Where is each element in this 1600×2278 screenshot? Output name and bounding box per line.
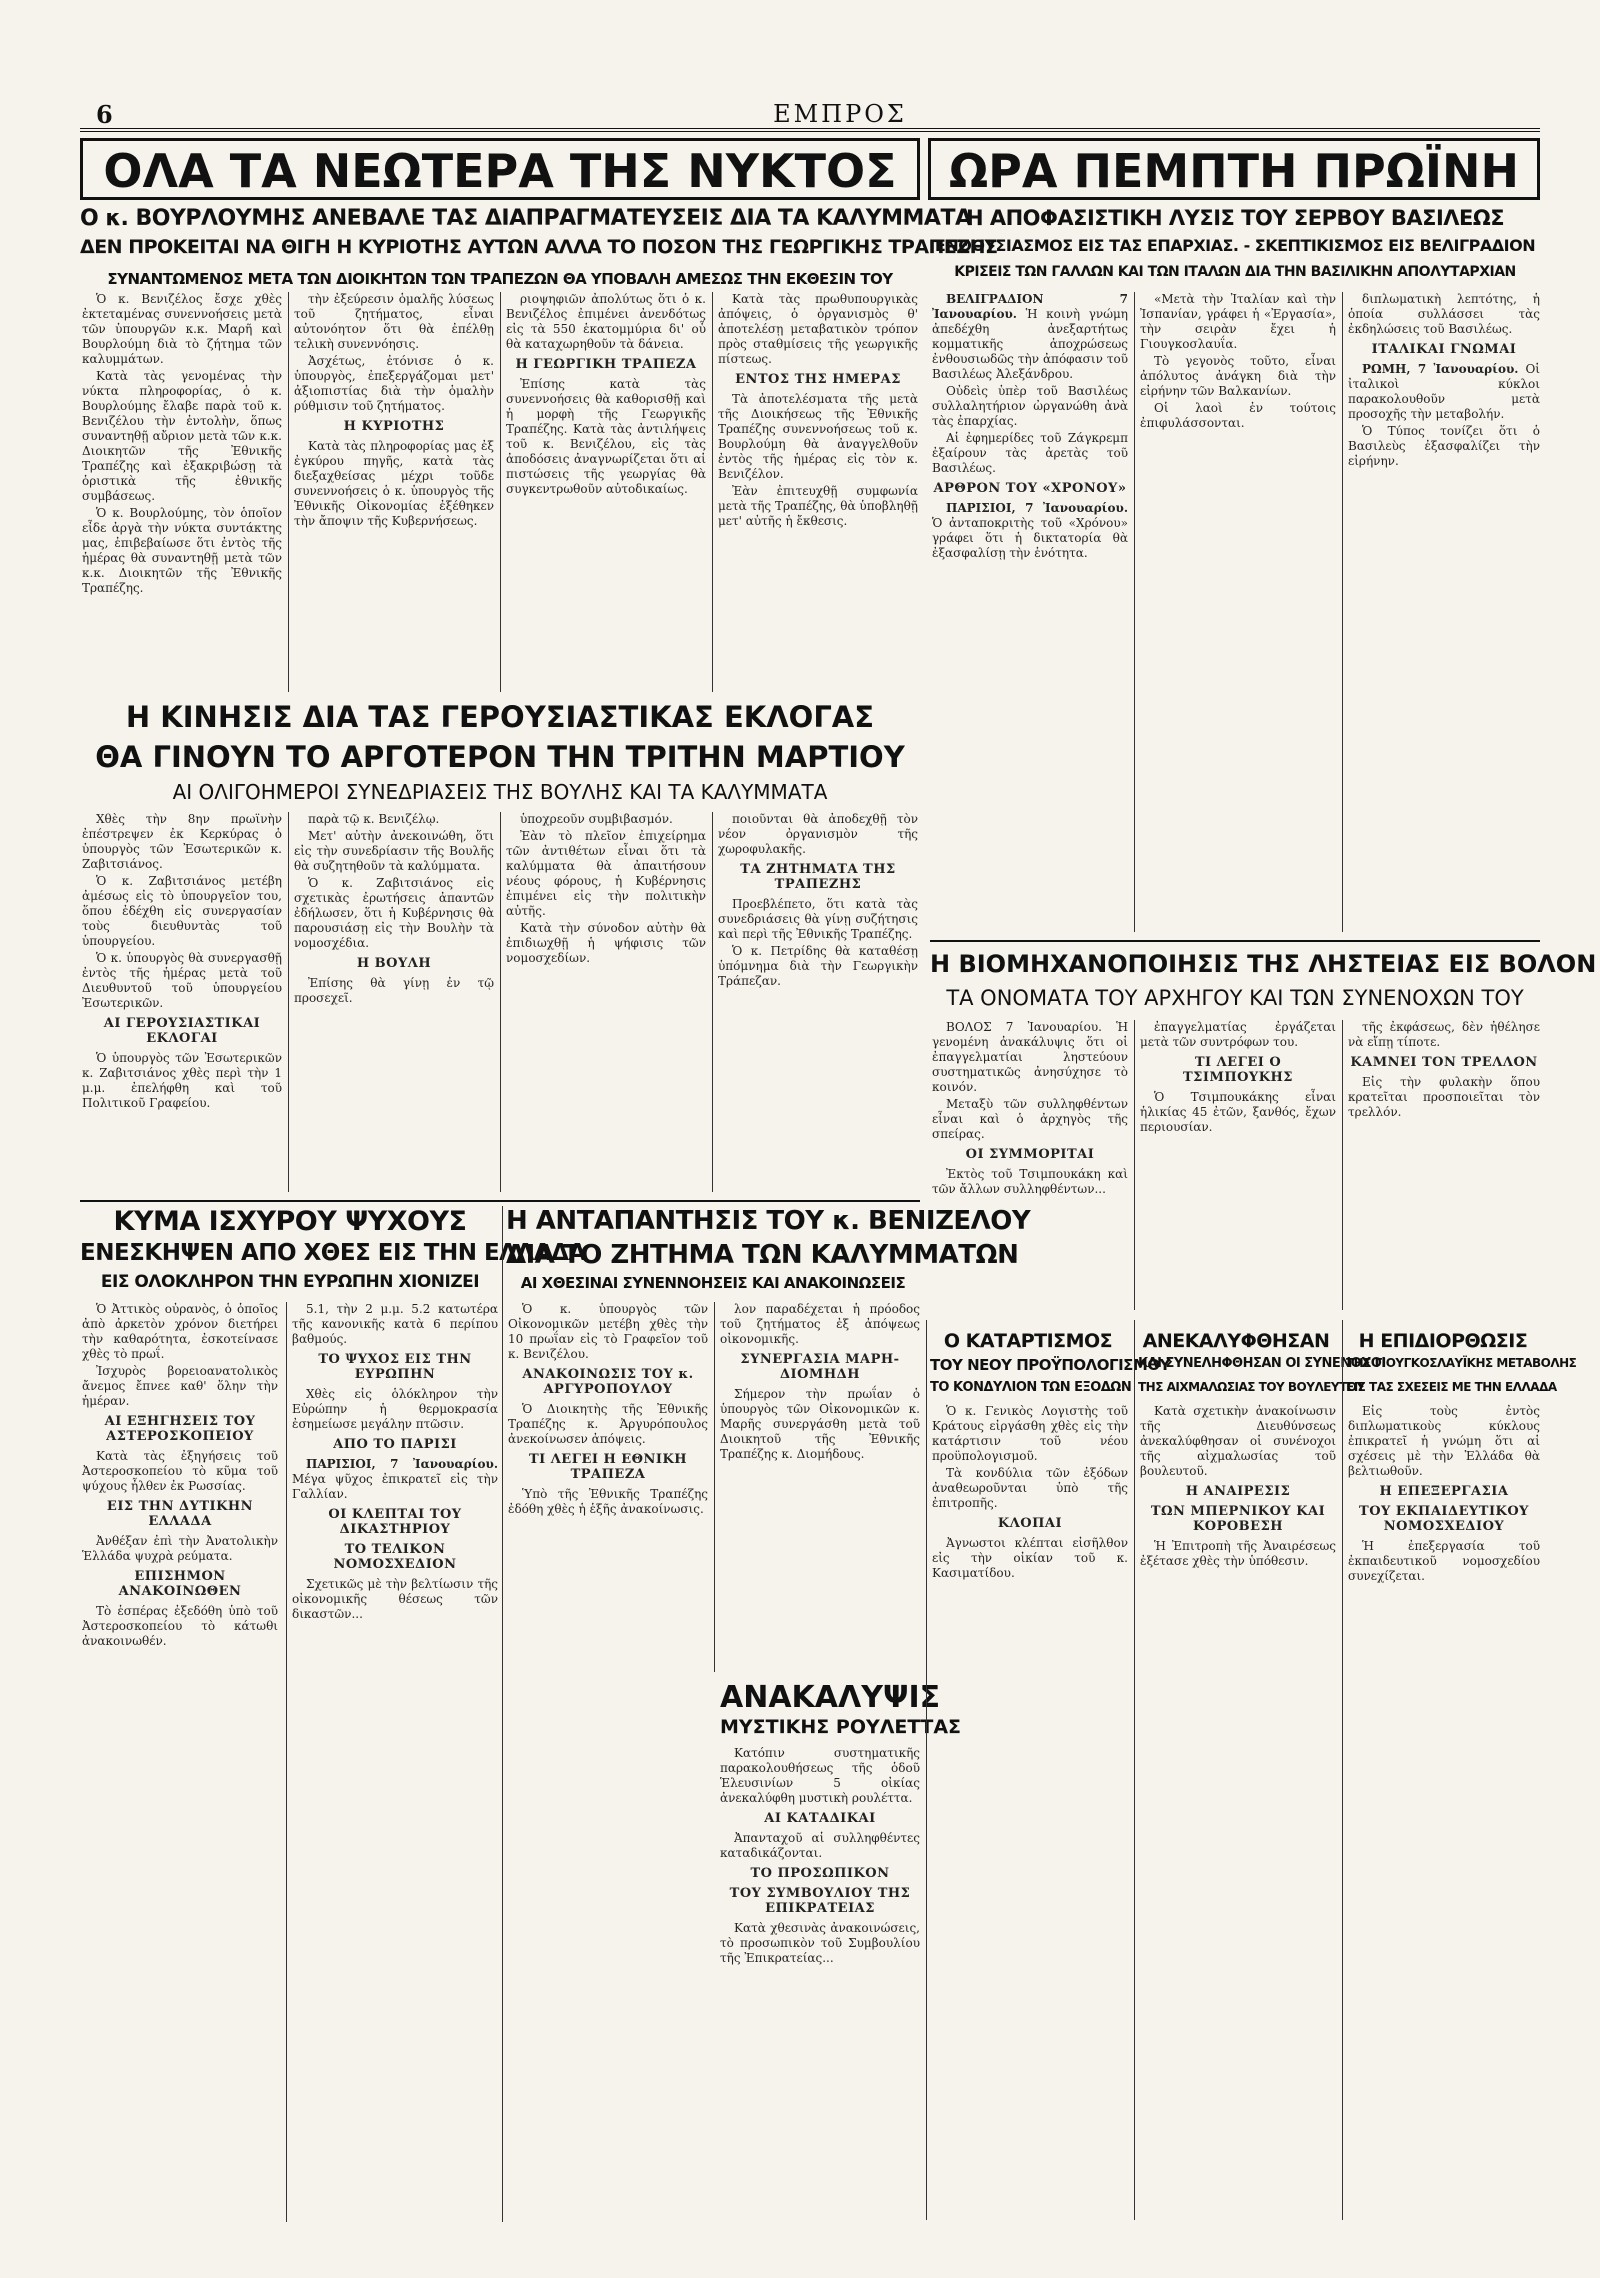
column-divider — [1134, 292, 1135, 932]
banner-fifth-hour: ΩΡΑ ΠΕΜΠΤΗ ΠΡΩΪΝΗ — [928, 138, 1540, 200]
article-column-5: Χθὲς τὴν 8ην πρωϊνὴν ἐπέστρεψεν ἐκ Κερκύρας ὁ ὑπουργὸς τῶν Ἐσωτερικῶν κ. Ζαβιτσιάνος. Ὁ κ. Ζαβιτσιάνος μετέβη ἀμέσως εἰς τὸ ὑπουργεῖον του, ὅπου ἐδέχθη εἰς συνεργασίαν τοὺς διευθυντὰς τοῦ ὑπουργείου. Ὁ κ. ὑπουργὸς θὰ συνεργασθῇ ἐντὸς τῆς ἡμέρας μετὰ τοῦ Διευθυντοῦ τοῦ ὑπουργείου Ἐσωτερικῶν. ΑΙ ΓΕΡΟΥΣΙΑΣΤΙΚΑΙ ΕΚΛΟΓΑΙ Ὁ ὑπουργὸς τῶν Ἐσωτερικῶν κ. Ζαβιτσιάνος χθὲς περὶ τὴν 1 μ.μ. ἐπελήφθη καὶ τοῦ Πολιτικοῦ Γραφείου. — [82, 812, 282, 1110]
headline-found: ΑΝΕΚΑΛΥΦΘΗΣΑΝ — [1142, 1330, 1330, 1352]
article-column-20: Ὁ κ. Γενικὸς Λογιστὴς τοῦ Κράτους εἰργάσθη χθὲς εἰς τὴν κατάρτισιν τοῦ νέου προϋπολογισμοῦ. Τὰ κονδύλια τῶν ἐξόδων ἀναθεωροῦνται ὑπὸ τῆς ἐπιτροπῆς. ΚΛΟΠΑΙ Ἀγνωστοι κλέπται εἰσῆλθον εἰς τὴν οἰκίαν τοῦ κ. Κασιματίδου. — [932, 1404, 1128, 1580]
section-georgiki-trapeza: Η ΓΕΩΡΓΙΚΗ ΤΡΑΠΕΖΑ — [515, 357, 697, 372]
headline-budget: Ο ΚΑΤΑΡΤΙΣΜΟΣ — [943, 1330, 1113, 1352]
section-episimon: ΕΠΙΣΗΜΟΝ ΑΝΑΚΟΙΝΩΘΕΝ — [118, 1569, 242, 1599]
article-column-22: Εἰς τοὺς ἐντὸς διπλωματικοὺς κύκλους ἐπικρατεῖ ἡ γνώμη ὅτι αἱ σχέσεις μὲ τὴν Ἑλλάδα θὰ βελτιωθοῦν. Η ΕΠΕΞΕΡΓΑΣΙΑ ΤΟΥ ΕΚΠΑΙΔΕΥΤΙΚΟΥ ΝΟΜΟΣΧΕΔΙΟΥ Ἡ ἐπεξεργασία τοῦ ἐκπαιδευτικοῦ νομοσχεδίου συνεχίζεται. — [1348, 1404, 1540, 1583]
section-rule — [80, 1200, 920, 1202]
section-anairesis: Η ΑΝΑΙΡΕΣΙΣ — [1185, 1484, 1291, 1499]
column-divider — [288, 292, 289, 692]
article-column-17: Ὁ κ. ὑπουργὸς τῶν Οἰκονομικῶν μετέβη χθὲς τὴν 10 πρωΐαν εἰς τὸ Γραφεῖον τοῦ κ. Βενιζέλου. ΑΝΑΚΟΙΝΩΣΙΣ ΤΟΥ κ. ΑΡΓΥΡΟΠΟΥΛΟΥ Ὁ Διοικητὴς τῆς Ἐθνικῆς Τραπέζης κ. Ἀργυρόπουλος ἀνεκοίνωσεν ἀπόψεις. ΤΙ ΛΕΓΕΙ Η ΕΘΝΙΚΗ ΤΡΑΠΕΖΑ Ὑπὸ τῆς Ἐθνικῆς Τραπέζης ἐδόθη χθὲς ἡ ἑξῆς ἀνακοίνωσις. — [508, 1302, 708, 1516]
headline-senate-elections: Η ΚΙΝΗΣΙΣ ΔΙΑ ΤΑΣ ΓΕΡΟΥΣΙΑΣΤΙΚΑΣ ΕΚΛΟΓΑΣ — [125, 700, 875, 734]
section-entos-tis-imeras: ΕΝΤΟΣ ΤΗΣ ΗΜΕΡΑΣ — [735, 372, 901, 387]
column-divider — [712, 812, 713, 1192]
article-column-8: ποιοῦνται θὰ ἀποδεχθῇ τὸν νέον ὀργανισμὸν τῆς χωροφυλακῆς. ΤΑ ΖΗΤΗΜΑΤΑ ΤΗΣ ΤΡΑΠΕΖΗΣ Προεβλέπετο, ὅτι κατὰ τὰς συνεδριάσεις θὰ γίνῃ συζήτησις καὶ περὶ τῆς Ἐθνικῆς Τραπέζης. Ὁ κ. Πετρίδης θὰ καταθέσῃ ὑπόμνημα διὰ τὴν Γεωργικὴν Τράπεζαν. — [718, 812, 918, 988]
dateline-rome: ΡΩΜΗ, 7 Ἰανουαρίου. — [1362, 362, 1519, 376]
section-chronos: ΑΡΘΡΟΝ ΤΟΥ «ΧΡΟΝΟΥ» — [933, 481, 1127, 496]
subhead-europe-snow: ΕΙΣ ΟΛΟΚΛΗΡΟΝ ΤΗΝ ΕΥΡΩΠΗΝ ΧΙΟΝΙΖΕΙ — [100, 1272, 480, 1292]
article-column-2: τὴν ἐξεύρεσιν ὁμαλῆς λύσεως τοῦ ζητήματος, εἶναι αὐτονόητον ὅτι θὰ ἐπέλθῃ τελικὴ συνεννόησις. Ἀσχέτως, ἐτόνισε ὁ κ. ὑπουργὸς, ἐπεξεργάζομαι μετ' ἀξιοπιστίας διὰ τὴν ὁμαλὴν ρύθμισιν τοῦ ζητήματος. Η ΚΥΡΙΟΤΗΣ Κατὰ τὰς πληροφορίας μας ἐξ ἐγκύρου πηγῆς, κατὰ τὰς διεξαχθείσας μέχρι τοῦδε συνεννοήσεις ὁ κ. ὑπουργὸς τῆς Ἐθνικῆς Οἰκονομίας ἐξέθηκεν τὴν ἄποψιν τῆς Κυβερνήσεως. — [294, 292, 494, 528]
subhead-synantisi: ΣΥΝΑΝΤΩΜΕΝΟΣ ΜΕΤΑ ΤΩΝ ΔΙΟΙΚΗΤΩΝ ΤΩΝ ΤΡΑΠΕΖΩΝ ΘΑ ΥΠΟΒΑΛΗ ΑΜΕΣΩΣ ΤΗΝ ΕΚΘΕΣΙΝ ΤΟΥ — [107, 270, 893, 288]
article-column-13: ἐπαγγελματίας ἐργάζεται μετὰ τῶν συντρόφων του. ΤΙ ΛΕΓΕΙ Ο ΤΣΙΜΠΟΥΚΗΣ Ὁ Τσιμπουκάκης εἶναι ἡλικίας 45 ἐτῶν, ξανθός, ἔχων περιουσίαν. — [1140, 1020, 1336, 1134]
section-synergasia: ΣΥΝΕΡΓΑΣΙΑ ΜΑΡΗ-ΔΙΟΜΗΔΗ — [740, 1352, 900, 1382]
header-rule — [80, 128, 1540, 132]
section-kyriotis: Η ΚΥΡΙΟΤΗΣ — [343, 419, 445, 434]
headline-venizelos-response: Η ΑΝΤΑΠΑΝΤΗΣΙΣ ΤΟΥ κ. ΒΕΝΙΖΕΛΟΥ — [506, 1206, 1031, 1236]
article-column-3: ριοψηφιῶν ἀπολύτως ὅτι ὁ κ. Βενιζέλος ἐπιμένει ἀνενδότως εἰς τὰ 550 ἑκατομμύρια δι' οὗ θὰ καταχωρηθοῦν τὰ δάνεια. Η ΓΕΩΡΓΙΚΗ ΤΡΑΠΕΖΑ Ἐπίσης κατὰ τὰς συνεννοήσεις θὰ καθορισθῇ καὶ ἡ μορφὴ τῆς Γεωργικῆς Τραπέζης. Κατὰ τὰς ἀντιλήψεις τοῦ κ. Βενιζέλου, εἰς τὰς ἀποδόσεις ἀναγνωρίζεται ὅτι αἱ πιστώσεις τῆς γεωργίας θὰ συγκεντρωθοῦν αὐτοδικαίως. — [506, 292, 706, 496]
dateline-belgrade: ΒΕΛΙΓΡΑΔΙΟΝ 7 Ἰανουαρίου. — [932, 292, 1128, 321]
banner-latest-news: ΟΛΑ ΤΑ ΝΕΩΤΕΡΑ ΤΗΣ ΝΥΚΤΟΣ — [80, 138, 920, 200]
column-divider — [502, 1206, 503, 2222]
page-number: 6 — [96, 100, 113, 129]
article-column-15: Ὁ Ἀττικὸς οὐρανὸς, ὁ ὁποῖος ἀπὸ ἀρκετὸν χρόνον διετήρει τὴν καθαρότητα, ἐσκοτείνασε χθὲς τὸ πρωΐ. Ἰσχυρὸς βορειοανατολικὸς ἄνεμος ἔπνεε καθ' ὅλην τὴν ἡμέραν. ΑΙ ΕΞΗΓΗΣΕΙΣ ΤΟΥ ΑΣΤΕΡΟΣΚΟΠΕΙΟΥ Κατὰ τὰς ἐξηγήσεις τοῦ Ἀστεροσκοπείου τὸ κῦμα τοῦ ψύχους ἦλθεν ἐκ Ρωσσίας. ΕΙΣ ΤΗΝ ΔΥΤΙΚΗΝ ΕΛΛΑΔΑ Ἀνθέξαν ἐπὶ τὴν Ἀνατολικὴν Ἑλλάδα ψυχρὰ ρεύματα. ΕΠΙΣΗΜΟΝ ΑΝΑΚΟΙΝΩΘΕΝ Τὸ ἑσπέρας ἐξεδόθη ὑπὸ τοῦ Ἀστεροσκοπείου τὸ κάτωθι ἀνακοινωθέν. — [82, 1302, 278, 1648]
headline-cold-wave: ΚΥΜΑ ΙΣΧΥΡΟΥ ΨΥΧΟΥΣ — [113, 1206, 467, 1237]
section-klopai: ΚΛΟΠΑΙ — [997, 1516, 1063, 1531]
article-column-9: ΒΕΛΙΓΡΑΔΙΟΝ 7 Ἰανουαρίου. Ἡ κοινὴ γνώμη ἀπεδέχθη ἀνεξαρτήτως κομματικῆς ἀποχρώσεως ἐνθουσιωδῶς τὴν ἀπόφασιν τοῦ Βασιλέως Ἀλεξάνδρου. Οὐδεὶς ὑπὲρ τοῦ Βασιλέως συλλαλητήριον ὠργανώθη ἀνὰ τὰς ἐπαρχίας. Αἱ ἐφημερίδες τοῦ Ζάγκρεμπ ἐξαίρουν τὰς ἀρετὰς τοῦ Βασιλέως. ΑΡΘΡΟΝ ΤΟΥ «ΧΡΟΝΟΥ» ΠΑΡΙΣΙΟΙ, 7 Ἰανουαρίου. Ὁ ἀνταποκριτὴς τοῦ «Χρόνου» γράφει ὅτι ἡ δικτατορία θὰ ἐξασφαλίσῃ τὴν ἑνότητα. — [932, 292, 1128, 560]
section-voule: Η ΒΟΥΛΗ — [356, 956, 432, 971]
section-mperniko-korovesi: ΤΩΝ ΜΠΕΡΝΙΚΟΥ ΚΑΙ ΚΟΡΟΒΕΣΗ — [1150, 1504, 1326, 1534]
section-trapeza-zitimata: ΤΑ ΖΗΤΗΜΑΤΑ ΤΗΣ ΤΡΑΠΕΖΗΣ — [740, 862, 896, 892]
article-column-7: ὑποχρεοῦν συμβιβασμόν. Ἐὰν τὸ πλεῖον ἐπιχείρημα τῶν ἀντιθέτων εἶναι ὅτι τὰ καλύμματα θὰ ἀπαιτήσουν νέους φόρους, ἡ Κυβέρνησις ἐπιμένει εἰς τὴν πολιτικὴν αὐτῆς. Κατὰ τὴν σύνοδον αὐτὴν θὰ ἐπιδιωχθῇ ἡ ψήφισις τῶν νομοσχεδίων. — [506, 812, 706, 965]
dateline-paris: ΠΑΡΙΣΙΟΙ, 7 Ἰανουαρίου. — [946, 501, 1128, 515]
section-asteroskopeio: ΑΙ ΕΞΗΓΗΣΕΙΣ ΤΟΥ ΑΣΤΕΡΟΣΚΟΠΕΙΟΥ — [104, 1414, 256, 1444]
subhead-volos-names: ΤΑ ΟΝΟΜΑΤΑ ΤΟΥ ΑΡΧΗΓΟΥ ΚΑΙ ΤΩΝ ΣΥΝΕΝΟΧΩΝ ΤΟΥ — [946, 986, 1524, 1010]
headline-discovery: ΑΝΑΚΑΛΥΨΙΣ — [720, 1680, 941, 1715]
subhead-voule-sessions: ΑΙ ΟΛΙΓΟΗΜΕΡΟΙ ΣΥΝΕΔΡΙΑΣΕΙΣ ΤΗΣ ΒΟΥΛΗΣ ΚΑΙ ΤΑ ΚΑΛΥΜΜΑΤΑ — [172, 780, 828, 804]
column-divider — [288, 812, 289, 1192]
subhead-synennoiseis: ΑΙ ΧΘΕΣΙΝΑΙ ΣΥΝΕΝΝΟΗΣΕΙΣ ΚΑΙ ΑΝΑΚΟΙΝΩΣΕΙΣ — [520, 1274, 906, 1292]
section-dytiki-ellada: ΕΙΣ ΤΗΝ ΔΥΤΙΚΗΝ ΕΛΛΑΔΑ — [106, 1499, 254, 1529]
column-divider — [1342, 292, 1343, 932]
subhead-georgiki-trapeza: ΔΕΝ ΠΡΟΚΕΙΤΑΙ ΝΑ ΘΙΓΗ Η ΚΥΡΙΟΤΗΣ ΑΥΤΩΝ ΑΛΛΑ ΤΟ ΠΟΣΟΝ ΤΗΣ ΓΕΩΡΓΙΚΗΣ ΤΡΑΠΕΖΗΣ — [80, 236, 998, 258]
column-divider — [286, 1302, 287, 2222]
section-trelon: ΚΑΜΝΕΙ ΤΟΝ ΤΡΕΛΛΟΝ — [1350, 1055, 1538, 1070]
column-divider — [1134, 1020, 1135, 1310]
section-epexergasia: Η ΕΠΕΞΕΡΓΑΣΙΑ — [1379, 1484, 1509, 1499]
headline-roulette: ΜΥΣΤΙΚΗΣ ΡΟΥΛΕΤΤΑΣ — [720, 1716, 962, 1738]
headline-cold-greece: ΕΝΕΣΚΗΨΕΝ ΑΠΟ ΧΘΕΣ ΕΙΣ ΤΗΝ ΕΛΛΑΔΑ — [80, 1240, 586, 1266]
newspaper-name: ΕΜΠΡΟΣ — [773, 100, 907, 128]
column-divider — [1342, 1020, 1343, 1310]
subhead-kriseis: ΚΡΙΣΕΙΣ ΤΩΝ ΓΑΛΛΩΝ ΚΑΙ ΤΩΝ ΙΤΑΛΩΝ ΔΙΑ ΤΗΝ ΒΑΣΙΛΙΚΗΝ ΑΠΟΛΥΤΑΡΧΙΑΝ — [954, 264, 1516, 280]
section-symvoulio-epikrateias: ΤΟΥ ΣΥΜΒΟΥΛΙΟΥ ΤΗΣ ΕΠΙΚΡΑΤΕΙΑΣ — [729, 1886, 911, 1916]
subhead-mp-captivity: ΤΗΣ ΑΙΧΜΑΛΩΣΙΑΣ ΤΟΥ ΒΟΥΛΕΥΤΟΥ — [1138, 1380, 1365, 1394]
headline-kalymmata: ΔΙΑ ΤΟ ΖΗΤΗΜΑ ΤΩΝ ΚΑΛΥΜΜΑΤΩΝ — [506, 1240, 1019, 1270]
section-italian-opinions: ΙΤΑΛΙΚΑΙ ΓΝΩΜΑΙ — [1371, 342, 1517, 357]
article-column-12: ΒΟΛΟΣ 7 Ἰανουαρίου. Ἡ γενομένη ἀνακάλυψις ὅτι οἱ ἐπαγγελματίαι ληστεύουν συστηματικῶς ἀνησύχησε τὸ κοινόν. Μεταξὺ τῶν συλληφθέντων εἶναι καὶ ὁ ἀρχηγὸς τῆς σπείρας. ΟΙ ΣΥΜΜΟΡΙΤΑΙ Ἐκτὸς τοῦ Τσιμπουκάκη καὶ τῶν ἄλλων συλληφθέντων... — [932, 1020, 1128, 1196]
column-divider — [1342, 1320, 1343, 2220]
column-divider — [712, 292, 713, 692]
article-column-1: Ὁ κ. Βενιζέλος ἔσχε χθὲς ἐκτεταμένας συνεννοήσεις μετὰ τῶν ὑπουργῶν κ.κ. Μαρῆ καὶ Βουρλούμη διὰ τὸ ζήτημα τῶν καλυμμάτων. Κατὰ τὰς γενομένας τὴν νύκτα πληροφορίας, ὁ κ. Βουρλούμης ἔλαβε παρὰ τοῦ κ. Βενιζέλου τὴν ἐντολὴν, ὅπως συναντηθῇ αὔριον μετὰ τῶν κ.κ. Διοικητῶν τῆς Ἐθνικῆς Τραπέζης καὶ ἐξακριβώσῃ τὰ ὁριστικὰ τῆς ἐθνικῆς συμβάσεως. Ὁ κ. Βουρλούμης, τὸν ὁποῖον εἶδε ἀργὰ τὴν νύκτα συντάκτης μας, ἐπιβεβαίωσε ὅτι ἐντὸς τῆς ἡμέρας θὰ συναντηθῇ μετὰ τῶν κ.κ. Διοικητῶν τῆς Ἐθνικῆς Τραπέζης. — [82, 292, 282, 595]
article-column-19: Κατόπιν συστηματικῆς παρακολουθήσεως τῆς ὁδοῦ Ἑλευσινίων 5 οἰκίας ἀνεκαλύφθη μυστικὴ ρουλέττα. ΑΙ ΚΑΤΑΔΙΚΑΙ Ἀπανταχοῦ αἱ συλληφθέντες καταδικάζονται. ΤΟ ΠΡΟΣΩΠΙΚΟΝ ΤΟΥ ΣΥΜΒΟΥΛΙΟΥ ΤΗΣ ΕΠΙΚΡΑΤΕΙΑΣ Κατὰ χθεσινὰς ἀνακοινώσεις, τὸ προσωπικὸν τοῦ Συμβουλίου τῆς Ἐπικρατείας... — [720, 1746, 920, 1965]
article-column-11: διπλωματικὴ λεπτότης, ἡ ὁποία συλλάσσει τὰς ἐκδηλώσεις τοῦ Βασιλέως. ΙΤΑΛΙΚΑΙ ΓΝΩΜΑΙ ΡΩΜΗ, 7 Ἰανουαρίου. Οἱ ἰταλικοὶ κύκλοι παρακολουθοῦν μετὰ προσοχῆς τὴν μεταβολήν. Ὁ Τύπος τονίζει ὅτι ὁ Βασιλεὺς ἐξασφαλίζει τὴν εἰρήνην. — [1348, 292, 1540, 468]
article-column-4: Κατὰ τὰς πρωθυπουργικὰς ἀπόψεις, ὁ ὀργανισμὸς θ' ἀποτελέσῃ μεταβατικὸν τρόπον πρὸς σταθμίσεις τῆς γεωργικῆς πίστεως. ΕΝΤΟΣ ΤΗΣ ΗΜΕΡΑΣ Τὰ ἀποτελέσματα τῆς μετὰ τῆς Διοικήσεως τῆς Ἐθνικῆς Τραπέζης συνεννοήσεως τοῦ κ. Βουρλούμη θὰ ἀναγγελθοῦν ἐντὸς τῆς ἡμέρας εἰς τὸν κ. Βενιζέλον. Ἐὰν ἐπιτευχθῇ συμφωνία μετὰ τῆς Τραπέζης, θὰ ὑποβληθῇ μετ' αὐτῆς ἡ ἔκθεσις. — [718, 292, 918, 528]
article-column-18: λον παραδέχεται ἡ πρόοδος τοῦ ζητήματος ἐξ ἀπόψεως οἰκονομικῆς. ΣΥΝΕΡΓΑΣΙΑ ΜΑΡΗ-ΔΙΟΜΗΔΗ Σήμερον τὴν πρωΐαν ὁ ὑπουργὸς τῶν Οἰκονομικῶν κ. Μαρῆς συνεργάσθη μετὰ τοῦ Διοικητοῦ τῆς Ἐθνικῆς Τραπέζης κ. Διομήδους. — [720, 1302, 920, 1461]
column-divider — [500, 292, 501, 692]
headline-serbian-king: Η ΑΠΟΦΑΣΙΣΤΙΚΗ ΛΥΣΙΣ ΤΟΥ ΣΕΡΒΟΥ ΒΑΣΙΛΕΩΣ — [965, 206, 1505, 230]
headline-yugoslav-change: ΤΗΣ ΓΙΟΥΓΚΟΣΛΑΥΪΚΗΣ ΜΕΤΑΒΟΛΗΣ — [1346, 1356, 1577, 1370]
section-paris: ΑΠΟ ΤΟ ΠΑΡΙΣΙ — [333, 1437, 457, 1452]
column-divider — [1134, 1320, 1135, 2220]
section-europe-cold: ΤΟ ΨΥΧΟΣ ΕΙΣ ΤΗΝ ΕΥΡΩΠΗΝ — [318, 1352, 472, 1382]
headline-vourloumis: Ο κ. ΒΟΥΡΛΟΥΜΗΣ ΑΝΕΒΑΛΕ ΤΑΣ ΔΙΑΠΡΑΓΜΑΤΕΥΣΕΙΣ ΔΙΑ ΤΑ ΚΑΛΥΜΜΑΤΑ — [80, 206, 972, 231]
subhead-tuesday-march: ΘΑ ΓΙΝΟΥΝ ΤΟ ΑΡΓΟΤΕΡΟΝ ΤΗΝ ΤΡΙΤΗΝ ΜΑΡΤΙΟΥ — [95, 740, 905, 774]
column-divider — [714, 1302, 715, 1672]
subhead-relations-greece: ΕΙΣ ΤΑΣ ΣΧΕΣΕΙΣ ΜΕ ΤΗΝ ΕΛΛΑΔΑ — [1346, 1380, 1557, 1394]
column-divider — [500, 812, 501, 1192]
section-senate-elections: ΑΙ ΓΕΡΟΥΣΙΑΣΤΙΚΑΙ ΕΚΛΟΓΑΙ — [103, 1016, 261, 1046]
section-rule — [930, 940, 1540, 942]
section-anakoinosis: ΑΝΑΚΟΙΝΩΣΙΣ ΤΟΥ κ. ΑΡΓΥΡΟΠΟΥΛΟΥ — [522, 1367, 694, 1397]
section-katadikai: ΑΙ ΚΑΤΑΔΙΚΑΙ — [764, 1811, 876, 1826]
subhead-expenses: ΤΟ ΚΟΝΔΥΛΙΟΝ ΤΩΝ ΕΞΟΔΩΝ — [930, 1380, 1132, 1395]
article-column-14: τῆς ἐκφάσεως, δὲν ἠθέλησε νὰ εἴπῃ τίποτε. ΚΑΜΝΕΙ ΤΟΝ ΤΡΕΛΛΟΝ Εἰς τὴν φυλακὴν ὅπου κρατεῖται προσποιεῖται τὸν τρελλόν. — [1348, 1020, 1540, 1119]
column-divider — [926, 1320, 927, 2220]
article-column-10: «Μετὰ τὴν Ἰταλίαν καὶ τὴν Ἰσπανίαν, γράφει ἡ «Ἐργασία», τὴν σειρὰν ἔχει ἡ Γιουγκοσλαυΐα. Τὸ γεγονὸς τοῦτο, εἶναι ἀπόλυτος ἀνάγκη διὰ τὴν εἰρήνην τῶν Βαλκανίων. Οἱ λαοὶ ἐν τούτοις ἐπιφυλάσσονται. — [1140, 292, 1336, 430]
section-kleptai: ΟΙ ΚΛΕΠΤΑΙ ΤΟΥ ΔΙΚΑΣΤΗΡΙΟΥ — [328, 1507, 462, 1537]
headline-repair: Η ΕΠΙΔΙΟΡΘΩΣΙΣ — [1358, 1330, 1528, 1352]
headline-accomplices: ΚΑΙ ΣΥΝΕΛΗΦΘΗΣΑΝ ΟΙ ΣΥΝΕΝΟΧΟΙ — [1138, 1356, 1386, 1371]
section-prosopikon: ΤΟ ΠΡΟΣΩΠΙΚΟΝ — [750, 1866, 890, 1881]
article-column-21: Κατὰ σχετικὴν ἀνακοίνωσιν τῆς Διευθύνσεως ἀνεκαλύφθησαν οἱ συνένοχοι τῆς αἰχμαλωσίας τοῦ βουλευτοῦ. Η ΑΝΑΙΡΕΣΙΣ ΤΩΝ ΜΠΕΡΝΙΚΟΥ ΚΑΙ ΚΟΡΟΒΕΣΗ Ἡ Ἐπιτροπὴ τῆς Ἀναιρέσεως ἐξέτασε χθὲς τὴν ὑπόθεσιν. — [1140, 1404, 1336, 1568]
headline-new-budget: ΤΟΥ ΝΕΟΥ ΠΡΟΫΠΟΛΟΓΙΣΜΟΥ — [930, 1356, 1170, 1374]
section-tsimpoukis: ΤΙ ΛΕΓΕΙ Ο ΤΣΙΜΠΟΥΚΗΣ — [1183, 1055, 1293, 1085]
article-column-16: 5.1, τὴν 2 μ.μ. 5.2 κατωτέρα τῆς κανονικῆς κατὰ 6 περίπου βαθμούς. ΤΟ ΨΥΧΟΣ ΕΙΣ ΤΗΝ ΕΥΡΩΠΗΝ Χθὲς εἰς ὁλόκληρον τὴν Εὐρώπην ἡ θερμοκρασία ἐσημείωσε μεγάλην πτῶσιν. ΑΠΟ ΤΟ ΠΑΡΙΣΙ ΠΑΡΙΣΙΟΙ, 7 Ἰανουαρίου. Μέγα ψῦχος ἐπικρατεῖ εἰς τὴν Γαλλίαν. ΟΙ ΚΛΕΠΤΑΙ ΤΟΥ ΔΙΚΑΣΤΗΡΙΟΥ ΤΟ ΤΕΛΙΚΟΝ ΝΟΜΟΣΧΕΔΙΟΝ Σχετικῶς μὲ τὴν βελτίωσιν τῆς οἰκονομικῆς θέσεως τῶν δικαστῶν... — [292, 1302, 498, 1621]
section-ethniki-trapeza: ΤΙ ΛΕΓΕΙ Η ΕΘΝΙΚΗ ΤΡΑΠΕΖΑ — [528, 1452, 688, 1482]
subhead-enthousiasmos: ΕΝΘΟΥΣΙΑΣΜΟΣ ΕΙΣ ΤΑΣ ΕΠΑΡΧΙΑΣ. - ΣΚΕΠΤΙΚΙΣΜΟΣ ΕΙΣ ΒΕΛΙΓΡΑΔΙΟΝ — [934, 236, 1536, 255]
dateline-paris-cold: ΠΑΡΙΣΙΟΙ, 7 Ἰανουαρίου. — [306, 1457, 498, 1471]
section-education-bill: ΤΟΥ ΕΚΠΑΙΔΕΥΤΙΚΟΥ ΝΟΜΟΣΧΕΔΙΟΥ — [1359, 1504, 1529, 1534]
section-nomoschedion: ΤΟ ΤΕΛΙΚΟΝ ΝΟΜΟΣΧΕΔΙΟΝ — [333, 1542, 457, 1572]
section-symmoritai: ΟΙ ΣΥΜΜΟΡΙΤΑΙ — [965, 1147, 1095, 1162]
article-column-6: παρὰ τῷ κ. Βενιζέλῳ. Μετ' αὐτὴν ἀνεκοινώθη, ὅτι εἰς τὴν συνεδρίασιν τῆς Βουλῆς θὰ συζητηθοῦν τὰ καλύμματα. Ὁ κ. Ζαβιτσιάνος εἰς σχετικὰς ἐρωτήσεις ἀπαντῶν ἐδήλωσεν, ὅτι ἡ Κυβέρνησις θὰ παρουσιάσῃ εἰς τὴν Βουλὴν τὰ νομοσχέδια. Η ΒΟΥΛΗ Ἐπίσης θὰ γίνῃ ἐν τῷ προσεχεῖ. — [294, 812, 494, 1005]
headline-volos: Η ΒΙΟΜΗΧΑΝΟΠΟΙΗΣΙΣ ΤΗΣ ΛΗΣΤΕΙΑΣ ΕΙΣ ΒΟΛΟΝ — [930, 950, 1597, 978]
